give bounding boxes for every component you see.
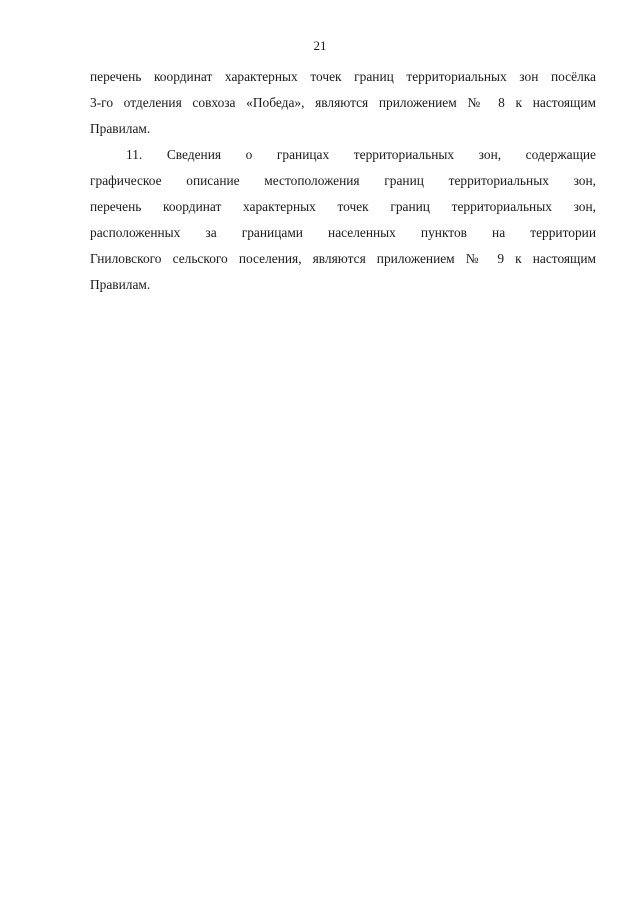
- paragraph-item-11: [90, 142, 596, 298]
- document-body: [90, 64, 596, 298]
- text-line: Правилам.: [90, 277, 151, 292]
- text-line: 3-го отделения совхоза «Победа», являются приложением № 8 к настоящим: [90, 95, 596, 110]
- text-line: Гниловского сельского поселения, являются приложением № 9 к настоящим: [90, 251, 596, 266]
- text-line: 11. Сведения о границах территориальных зон, содержащие: [126, 147, 596, 162]
- text-line: графическое описание местоположения границ территориальных зон,: [90, 173, 596, 188]
- page-number: 21: [313, 38, 327, 53]
- text-line: Правилам.: [90, 121, 151, 136]
- text-line: перечень координат характерных точек границ территориальных зон посёлка: [90, 69, 596, 84]
- text-line: расположенных за границами населенных пунктов на территории: [90, 225, 596, 240]
- text-line: перечень координат характерных точек границ территориальных зон,: [90, 199, 596, 214]
- paragraph-continuation: [90, 64, 596, 142]
